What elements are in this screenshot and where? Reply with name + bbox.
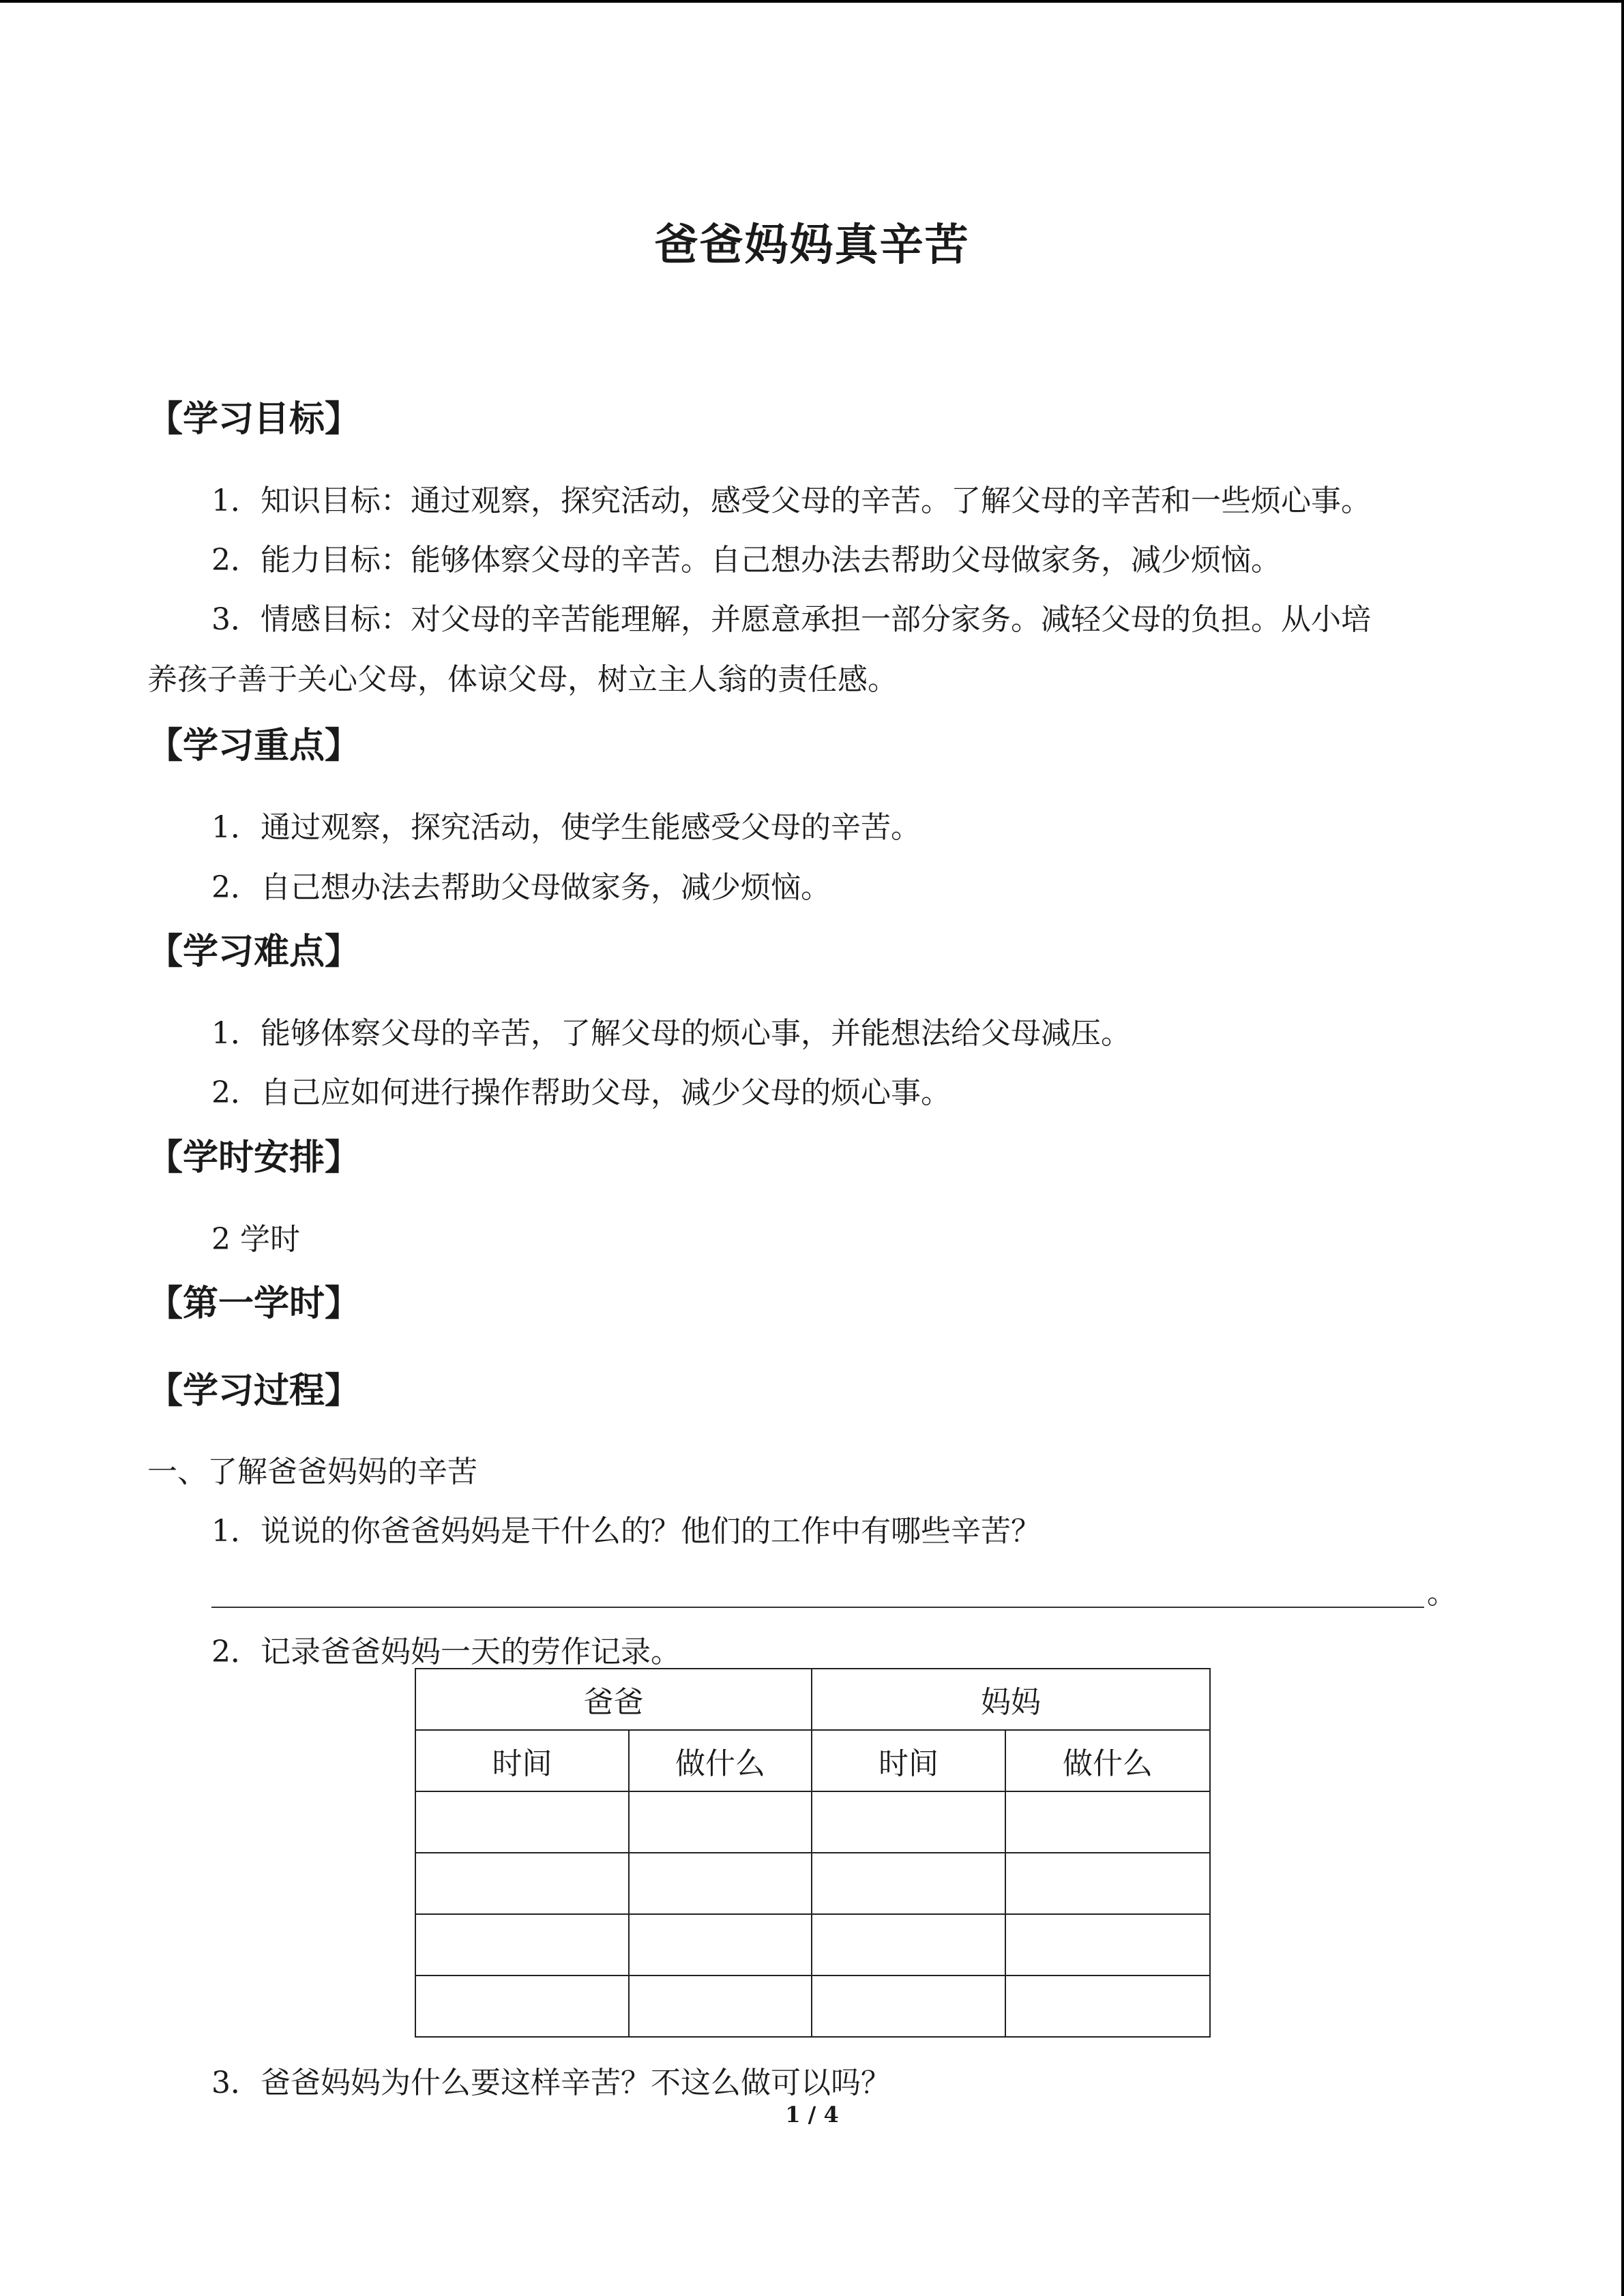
page-title: 爸爸妈妈真辛苦 bbox=[654, 220, 970, 271]
labor-record-table bbox=[415, 1668, 1211, 2038]
table-row bbox=[415, 1791, 1210, 1853]
table-cell[interactable] bbox=[415, 1976, 629, 2037]
table-cell[interactable] bbox=[629, 1976, 812, 2037]
key-point-1: 1．通过观察，探究活动，使学生能感受父母的辛苦。 bbox=[211, 810, 921, 845]
table-cell[interactable] bbox=[812, 1791, 1005, 1853]
table-cell[interactable] bbox=[629, 1791, 812, 1853]
heading-key-points: 【学习重点】 bbox=[147, 726, 361, 766]
table-cell[interactable] bbox=[812, 1853, 1005, 1914]
page-number: 1 / 4 bbox=[785, 2102, 839, 2128]
header-mom-time: 时间 bbox=[812, 1730, 1005, 1791]
difficulty-1: 1．能够体察父母的辛苦，了解父母的烦心事，并能想法给父母减压。 bbox=[211, 1016, 1131, 1051]
question-3: 3．爸爸妈妈为什么要这样辛苦？不这么做可以吗？ bbox=[211, 2066, 891, 2100]
table-cell[interactable] bbox=[1005, 1976, 1210, 2037]
heading-first-period: 【第一学时】 bbox=[147, 1283, 361, 1324]
header-mom-what: 做什么 bbox=[1005, 1730, 1210, 1791]
table-row bbox=[415, 1853, 1210, 1914]
goal-item-3-cont: 养孩子善于关心父母，体谅父母，树立主人翁的责任感。 bbox=[147, 662, 898, 697]
goal-item-3: 3．情感目标：对父母的辛苦能理解，并愿意承担一部分家务。减轻父母的负担。从小培 bbox=[211, 602, 1371, 637]
table-cell[interactable] bbox=[629, 1853, 812, 1914]
header-dad: 爸爸 bbox=[415, 1669, 812, 1730]
heading-goals: 【学习目标】 bbox=[147, 399, 361, 440]
top-border bbox=[0, 0, 1624, 3]
heading-schedule: 【学时安排】 bbox=[147, 1137, 361, 1178]
part-1-title: 一、了解爸爸妈妈的辛苦 bbox=[147, 1455, 477, 1489]
table-cell[interactable] bbox=[812, 1976, 1005, 2037]
question-2: 2．记录爸爸妈妈一天的劳作记录。 bbox=[211, 1635, 681, 1669]
header-mom: 妈妈 bbox=[812, 1669, 1210, 1730]
table-cell[interactable] bbox=[1005, 1791, 1210, 1853]
right-border bbox=[1621, 0, 1624, 2296]
answer-line-period: 。 bbox=[1427, 1576, 1457, 1611]
table-cell[interactable] bbox=[415, 1914, 629, 1976]
table-subheader-row bbox=[415, 1730, 1210, 1791]
goal-item-1: 1．知识目标：通过观察，探究活动，感受父母的辛苦。了解父母的辛苦和一些烦心事。 bbox=[211, 483, 1371, 518]
table-cell[interactable] bbox=[415, 1853, 629, 1914]
table-cell[interactable] bbox=[1005, 1914, 1210, 1976]
goal-item-2: 2．能力目标：能够体察父母的辛苦。自己想办法去帮助父母做家务，减少烦恼。 bbox=[211, 543, 1281, 578]
heading-difficulties: 【学习难点】 bbox=[147, 931, 361, 972]
table-row bbox=[415, 1976, 1210, 2037]
table-cell[interactable] bbox=[415, 1791, 629, 1853]
difficulty-2: 2．自己应如何进行操作帮助父母，减少父母的烦心事。 bbox=[211, 1075, 951, 1110]
question-1: 1．说说的你爸爸妈妈是干什么的？他们的工作中有哪些辛苦？ bbox=[211, 1514, 1041, 1549]
table-cell[interactable] bbox=[1005, 1853, 1210, 1914]
schedule-text: 2 学时 bbox=[211, 1222, 300, 1257]
table-row bbox=[415, 1914, 1210, 1976]
table-cell[interactable] bbox=[812, 1914, 1005, 1976]
table-cell[interactable] bbox=[629, 1914, 812, 1976]
answer-line[interactable] bbox=[211, 1607, 1424, 1608]
table-header-row bbox=[415, 1669, 1210, 1730]
header-dad-what: 做什么 bbox=[629, 1730, 812, 1791]
header-dad-time: 时间 bbox=[415, 1730, 629, 1791]
heading-process: 【学习过程】 bbox=[147, 1371, 361, 1412]
key-point-2: 2．自己想办法去帮助父母做家务，减少烦恼。 bbox=[211, 870, 831, 905]
